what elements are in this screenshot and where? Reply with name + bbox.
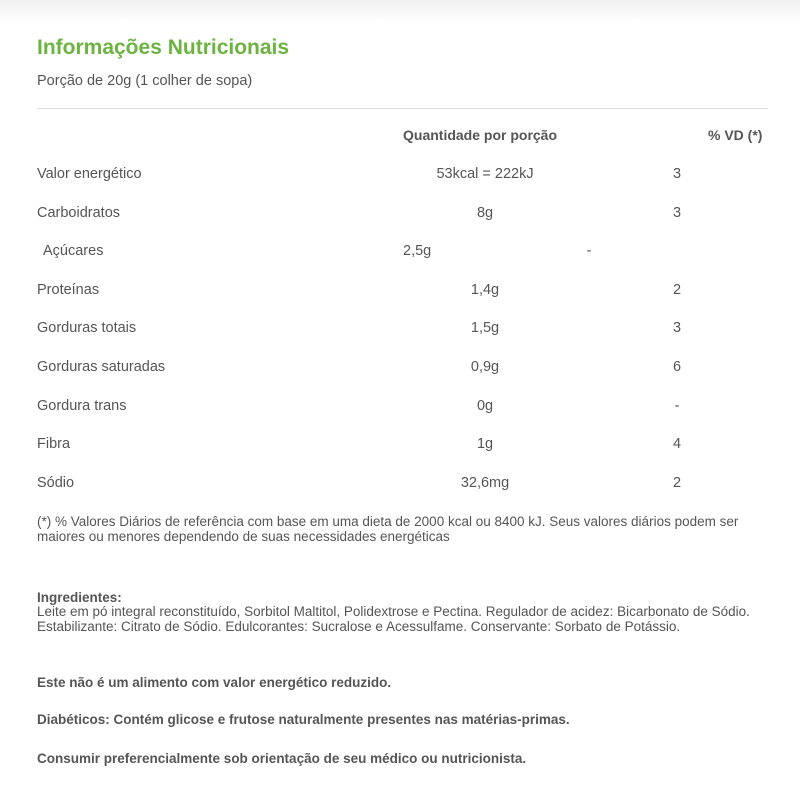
table-row: Gordura trans 0g - (37, 397, 680, 414)
top-shadow (0, 0, 800, 22)
nutrient-name: Açúcares (43, 243, 104, 260)
nutrient-name: Fibra (37, 436, 71, 453)
daily-values-footnote: (*) % Valores Diários de referência com base em uma dieta de 2000 kcal ou 8400 kJ. Seus valores diários podem ser maiores ou menores dependendo de suas necessidades energéticas (37, 514, 739, 544)
nutrient-name: Gorduras totais (37, 320, 137, 337)
table-row: Fibra 1g 4 (37, 436, 682, 453)
table-row: Gorduras totais 1,5g 3 (37, 320, 682, 337)
nutrient-name: Valor energético (37, 166, 142, 182)
nutrient-name: Gorduras saturadas (37, 358, 166, 375)
nutrient-name: Carboidratos (37, 204, 121, 221)
table-row: Valor energético 53kcal = 222kJ 3 (37, 166, 682, 182)
table-row: Carboidratos 8g 3 (37, 204, 682, 221)
divider (37, 108, 768, 109)
portion-size: Porção de 20g (1 colher de sopa) (37, 73, 253, 89)
page-title: Informações Nutricionais (37, 36, 290, 59)
ingredients-title: Ingredientes: (37, 590, 122, 605)
column-header-quantity: Quantidade por porção (403, 127, 558, 143)
ingredients-text: Leite em pó integral reconstituído, Sorbitol Maltitol, Polidextrose e Pectina. Regulador de acidez: Bicarbonato de Sódio. Estabilizante: Citrato de Sódio. Edulcorantes: Sucralose e Acessulfame. Conservante: Sorbato de Potássio. (37, 604, 750, 634)
nutrient-amount: 2,5g (403, 243, 432, 260)
table-row: Açúcares 2,5g - (43, 243, 592, 260)
table-row: Sódio 32,6mg 2 (37, 474, 682, 491)
table-row: Gorduras saturadas 0,9g 6 (37, 358, 682, 375)
diabetics-warning: Diabéticos: Contém glicose e frutose naturalmente presentes nas matérias-primas. (37, 712, 570, 727)
nutrient-name: Sódio (37, 474, 75, 491)
table-row: Proteínas 1,4g 2 (37, 281, 682, 298)
nutrition-table (0, 157, 800, 504)
column-header-vd: % VD (*) (708, 127, 763, 143)
nutrient-name: Proteínas (37, 281, 100, 298)
energy-warning: Este não é um alimento com valor energético reduzido. (37, 675, 392, 690)
consumption-advice: Consumir preferencialmente sob orientação de seu médico ou nutricionista. (37, 751, 527, 766)
nutrient-name: Gordura trans (37, 397, 127, 414)
